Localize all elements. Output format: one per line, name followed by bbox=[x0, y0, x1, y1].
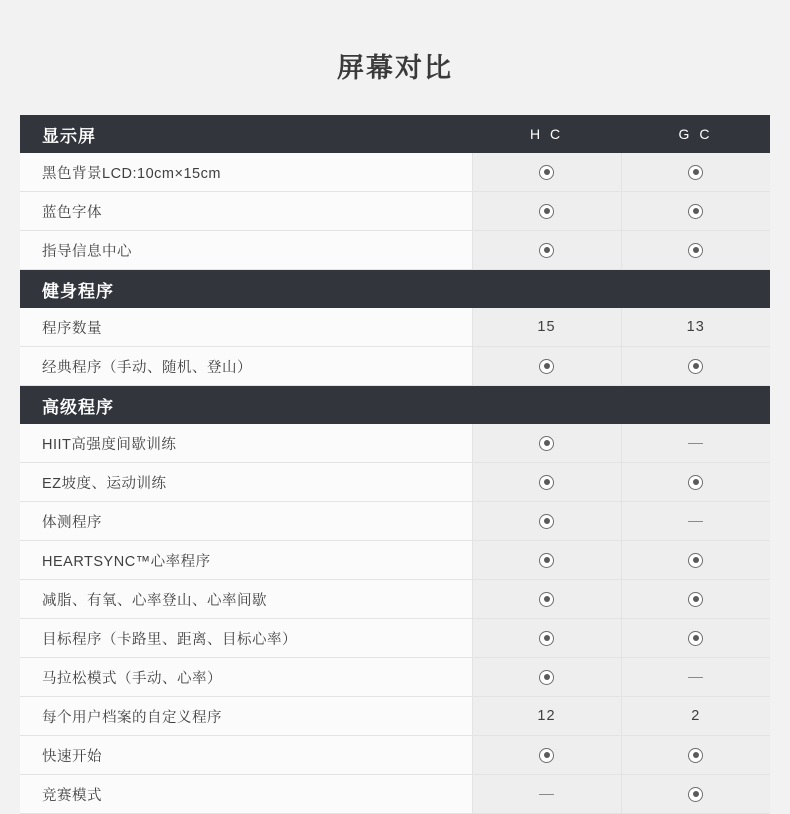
filled-circle-icon bbox=[539, 748, 554, 763]
table-row bbox=[20, 541, 770, 580]
dash-icon bbox=[688, 677, 703, 678]
value-hc-included-icon bbox=[472, 424, 621, 463]
filled-circle-icon bbox=[688, 592, 703, 607]
value-gc-included-icon bbox=[621, 619, 770, 658]
value-hc-included-icon bbox=[472, 502, 621, 541]
table-row bbox=[20, 231, 770, 270]
value-hc-included-icon bbox=[472, 347, 621, 386]
filled-circle-icon bbox=[539, 592, 554, 607]
table-row bbox=[20, 736, 770, 775]
table-row bbox=[20, 580, 770, 619]
filled-circle-icon bbox=[688, 165, 703, 180]
section-header-row bbox=[20, 270, 770, 309]
table-row bbox=[20, 775, 770, 814]
filled-circle-icon bbox=[688, 748, 703, 763]
filled-circle-icon bbox=[688, 787, 703, 802]
filled-circle-icon bbox=[539, 475, 554, 490]
filled-circle-icon bbox=[688, 359, 703, 374]
dash-icon bbox=[539, 794, 554, 795]
value-hc-included-icon bbox=[472, 658, 621, 697]
section-header-spacer bbox=[621, 386, 770, 425]
filled-circle-icon bbox=[688, 204, 703, 219]
value-gc-included-icon bbox=[621, 580, 770, 619]
section-header-spacer bbox=[621, 270, 770, 309]
value-hc-text: 12 bbox=[472, 697, 621, 736]
value-gc-included-icon bbox=[621, 192, 770, 231]
section-header-row bbox=[20, 386, 770, 425]
filled-circle-icon bbox=[688, 553, 703, 568]
column-header-hc: H C bbox=[472, 115, 621, 153]
table-row bbox=[20, 697, 770, 736]
value-hc-included-icon bbox=[472, 231, 621, 270]
value-hc-included-icon bbox=[472, 736, 621, 775]
filled-circle-icon bbox=[539, 165, 554, 180]
section-heading: 显示屏 bbox=[20, 115, 472, 153]
filled-circle-icon bbox=[539, 553, 554, 568]
value-hc-included-icon bbox=[472, 541, 621, 580]
filled-circle-icon bbox=[539, 631, 554, 646]
feature-label: 目标程序（卡路里、距离、目标心率） bbox=[20, 619, 472, 658]
filled-circle-icon bbox=[688, 475, 703, 490]
table-row bbox=[20, 192, 770, 231]
filled-circle-icon bbox=[539, 514, 554, 529]
filled-circle-icon bbox=[539, 243, 554, 258]
feature-label: 快速开始 bbox=[20, 736, 472, 775]
value-hc-included-icon bbox=[472, 153, 621, 192]
value-gc-included-icon bbox=[621, 347, 770, 386]
filled-circle-icon bbox=[688, 631, 703, 646]
dash-icon bbox=[688, 443, 703, 444]
value-hc-included-icon bbox=[472, 580, 621, 619]
table-row bbox=[20, 308, 770, 347]
value-gc-included-icon bbox=[621, 775, 770, 814]
value-gc-included-icon bbox=[621, 153, 770, 192]
table-row bbox=[20, 424, 770, 463]
dash-icon bbox=[688, 521, 703, 522]
value-gc-not-included-icon bbox=[621, 424, 770, 463]
value-hc-included-icon bbox=[472, 463, 621, 502]
table-row bbox=[20, 502, 770, 541]
value-hc-not-included-icon bbox=[472, 775, 621, 814]
filled-circle-icon bbox=[539, 359, 554, 374]
filled-circle-icon bbox=[539, 436, 554, 451]
value-gc-text: 2 bbox=[621, 697, 770, 736]
feature-label: HEARTSYNC™心率程序 bbox=[20, 541, 472, 580]
table-row bbox=[20, 347, 770, 386]
column-header-gc: G C bbox=[621, 115, 770, 153]
value-gc-included-icon bbox=[621, 541, 770, 580]
table-row bbox=[20, 619, 770, 658]
feature-label: 每个用户档案的自定义程序 bbox=[20, 697, 472, 736]
feature-label: 马拉松模式（手动、心率） bbox=[20, 658, 472, 697]
section-header-spacer bbox=[472, 386, 621, 425]
value-gc-included-icon bbox=[621, 736, 770, 775]
feature-label: 蓝色字体 bbox=[20, 192, 472, 231]
page-title: 屏幕对比 bbox=[337, 53, 453, 83]
feature-label: 程序数量 bbox=[20, 308, 472, 347]
value-gc-text: 13 bbox=[621, 308, 770, 347]
value-gc-not-included-icon bbox=[621, 658, 770, 697]
table-row bbox=[20, 153, 770, 192]
value-hc-included-icon bbox=[472, 192, 621, 231]
table-row bbox=[20, 658, 770, 697]
comparison-table bbox=[20, 115, 770, 814]
value-gc-not-included-icon bbox=[621, 502, 770, 541]
feature-label: EZ坡度、运动训练 bbox=[20, 463, 472, 502]
feature-label: 体测程序 bbox=[20, 502, 472, 541]
filled-circle-icon bbox=[688, 243, 703, 258]
section-header-row bbox=[20, 115, 770, 153]
value-hc-text: 15 bbox=[472, 308, 621, 347]
comparison-table-wrapper bbox=[20, 115, 770, 814]
feature-label: HIIT高强度间歇训练 bbox=[20, 424, 472, 463]
section-header-spacer bbox=[472, 270, 621, 309]
filled-circle-icon bbox=[539, 204, 554, 219]
feature-label: 指导信息中心 bbox=[20, 231, 472, 270]
section-heading: 健身程序 bbox=[20, 270, 472, 309]
feature-label: 减脂、有氧、心率登山、心率间歇 bbox=[20, 580, 472, 619]
filled-circle-icon bbox=[539, 670, 554, 685]
table-row bbox=[20, 463, 770, 502]
feature-label: 竞赛模式 bbox=[20, 775, 472, 814]
section-heading: 高级程序 bbox=[20, 386, 472, 425]
value-gc-included-icon bbox=[621, 231, 770, 270]
feature-label: 经典程序（手动、随机、登山） bbox=[20, 347, 472, 386]
value-gc-included-icon bbox=[621, 463, 770, 502]
feature-label: 黑色背景LCD:10cm×15cm bbox=[20, 153, 472, 192]
value-hc-included-icon bbox=[472, 619, 621, 658]
